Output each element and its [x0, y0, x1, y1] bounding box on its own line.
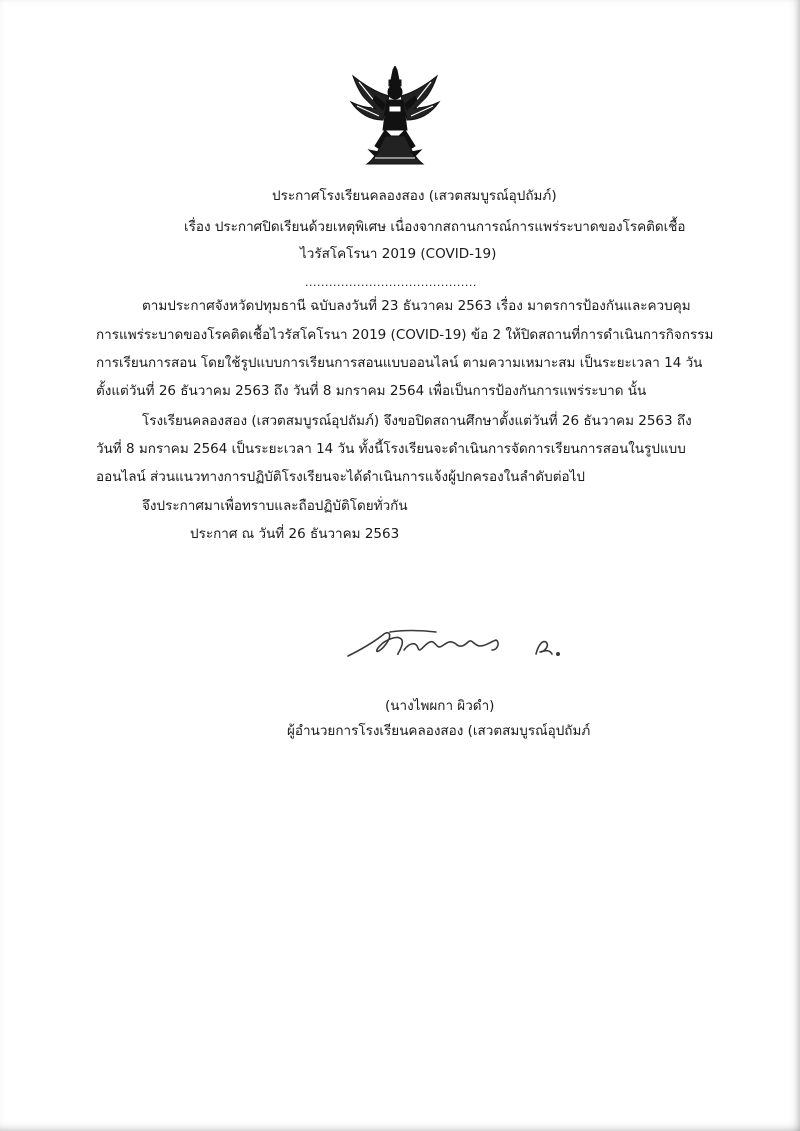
paragraph2-line1: โรงเรียนคลองสอง (เสวตสมบูรณ์อุปถัมภ์) จึงขอปิดสถานศึกษาตั้งแต่วันที่ 26 ธันวาคม 2563 ถึง: [142, 413, 692, 429]
paragraph2-line2: วันที่ 8 มกราคม 2564 เป็นระยะเวลา 14 วัน ทั้งนี้โรงเรียนจะดำเนินการจัดการเรียนการสอนในรูปแบบ: [96, 441, 686, 457]
garuda-emblem-icon: [345, 66, 445, 166]
handwritten-signature: [340, 620, 570, 670]
signer-title: ผู้อำนวยการโรงเรียนคลองสอง (เสวตสมบูรณ์อุปถัมภ์: [287, 723, 591, 739]
signer-name: (นางไพผกา ผิวดำ): [385, 698, 495, 714]
paragraph1-line3: การเรียนการสอน โดยใช้รูปแบบการเรียนการสอนแบบออนไลน์ ตามความเหมาะสม เป็นระยะเวลา 14 วัน: [96, 355, 703, 371]
paragraph1-line2: การแพร่ระบาดของโรคติดเชื้อไวรัสโคโรนา 2019 (COVID-19) ข้อ 2 ให้ปิดสถานที่การดำเนินการกิจกรรม: [96, 327, 714, 343]
closing-statement: จึงประกาศมาเพื่อทราบและถือปฏิบัติโดยทั่วกัน: [142, 498, 408, 514]
announcement-title: ประกาศโรงเรียนคลองสอง (เสวตสมบูรณ์อุปถัมภ์): [272, 188, 557, 204]
announcement-subject-continued: ไวรัสโคโรนา 2019 (COVID-19): [300, 246, 497, 262]
announcement-subject: เรื่อง ประกาศปิดเรียนด้วยเหตุพิเศษ เนื่องจากสถานการณ์การแพร่ระบาดของโรคติดเชื้อ: [184, 219, 686, 235]
paragraph1-line1: ตามประกาศจังหวัดปทุมธานี ฉบับลงวันที่ 23 ธันวาคม 2563 เรื่อง มาตรการป้องกันและควบคุม: [142, 298, 691, 314]
dotted-separator: ...........................................: [305, 276, 477, 289]
paragraph2-line3: ออนไลน์ ส่วนแนวทางการปฏิบัติโรงเรียนจะได้ดำเนินการแจ้งผู้ปกครองในลำดับต่อไป: [96, 469, 585, 485]
paragraph1-line4: ตั้งแต่วันที่ 26 ธันวาคม 2563 ถึง วันที่ 8 มกราคม 2564 เพื่อเป็นการป้องกันการแพร่ระบาด นั้น: [96, 383, 647, 399]
announcement-date: ประกาศ ณ วันที่ 26 ธันวาคม 2563: [190, 526, 400, 542]
